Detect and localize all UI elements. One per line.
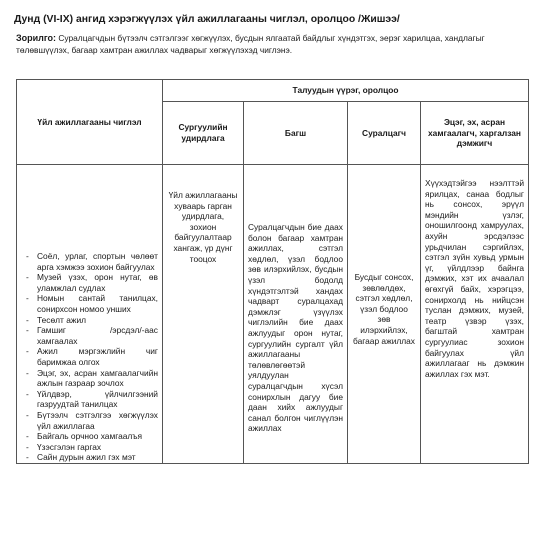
roles-table (16, 79, 529, 464)
list-item: - Бүтээлч сэтгэлгээ хөгжүүлэх үйл ажиллагаа (37, 410, 158, 431)
student-cell: Бусдыг сонсох, зөвлөлдөх, сэтгэл хөдлөл, үзэл бодлоо зөв илэрхийлэх, багаар ажиллах (348, 165, 421, 464)
list-item: - Эцэг, эх, асран хамгаалагчийн ажлын газраар зочлох (37, 368, 158, 389)
table-body-row (17, 165, 529, 464)
list-item: - Үзэсгэлэн гаргах (37, 442, 158, 453)
subheader-management: Сургуулийн удирдлага (163, 102, 244, 165)
goal-label: Зорилго: (16, 33, 57, 43)
activities-list (17, 251, 162, 463)
parents-cell: Хүүхэдтэйгээ нээлттэй ярилцах, санаа бодлыг нь сонсох, эрүүл мэндийн үзлэг, оношилгоонд хамруулах, ахуйн эрсдэлээс урьдчилан сэргийлэх, сэтгэл зүйн хувьд урмын үг, үйлдлээр байнга дэмжих, хэт их ачаалал өгөхгүй байх, хэрэгцээ, сонирхолд нь нийцсэн туслан дэмжих, музей, театр үзвэр үзэх, багштай хамтран сургуулиас зохион байгуулах үйл ажиллагааг нь дэмжин ажиллах гэх мэт. (421, 165, 529, 464)
subheader-student: Суралцагч (348, 102, 421, 165)
list-item: - Гамшиг /эрсдэл/-аас хамгаалах (37, 325, 158, 346)
subheader-parents: Эцэг, эх, асран хамгаалагч, харгалзан дэмжигч (421, 102, 529, 165)
list-item: - Номын сантай танилцах, сонирхсон номоо унших (37, 293, 158, 314)
subheader-teacher: Багш (244, 102, 348, 165)
list-item: - Үйлдвэр, үйлчилгээний газруудтай танилцах (37, 389, 158, 410)
list-item: - Музей үзэх, орон нутаг, өв уламжлал судлах (37, 272, 158, 293)
management-cell: Үйл ажиллагааны хуваарь гарган удирдлага, зохион байгуулалтаар хангаж, үр дүнг тооцох (163, 165, 244, 464)
goal-text: Суралцагчдын бүтээлч сэтгэлгээг хөгжүүлэх, бусдын ялгаатай байдлыг хүндэтгэх, эерэг харилцаа, хандлагыг төлөвшүүлэх, багаар хамтран ажиллах чадварыг хөгжүүлэхэд чиглэнэ. (16, 33, 485, 55)
goal-paragraph (16, 33, 526, 56)
list-item: - Ажил мэргэжлийн чиг баримжаа олгох (37, 346, 158, 367)
list-item: - Сайн дурын ажил гэх мэт (37, 452, 158, 463)
list-item: - Тесөлт ажил (37, 315, 158, 326)
header-activity: Үйл ажиллагааны чиглэл (17, 80, 163, 165)
teacher-cell: Суралцагчдын бие даах болон багаар хамтран ажиллах, сэтгэл хөдлөл, үзэл бодлоо зөв илэрхийлэх, бусдын үзэл бодолд хүндэтгэлтэй хандах чадварт суралцахад дэмжлэг үзүүлэх чиглэлийн бие даах ажлуудыг орон нутаг, сургуулийн сургалт үйл ажиллагааны төлөвлөгөөтэй уялдуулан суралцагчдын хүсэл сонирхлын дагуу бие даан хийх ажлуудыг санал болгон чиглүүлэн ажиллах (244, 165, 348, 464)
list-item: - Байгаль орчноо хамгаалъя (37, 431, 158, 442)
document-title: Дунд (VI-IX) ангид хэрэгжүүлэх үйл ажиллагааны чиглэл, оролцоо /Жишээ/ (14, 14, 400, 25)
table-header-row (17, 80, 529, 102)
list-item: - Соёл, урлаг, спортын чөлөөт арга хэмжээ зохион байгуулах (37, 251, 158, 272)
header-roles: Талуудын үүрэг, оролцоо (163, 80, 529, 102)
activities-cell (17, 165, 163, 464)
